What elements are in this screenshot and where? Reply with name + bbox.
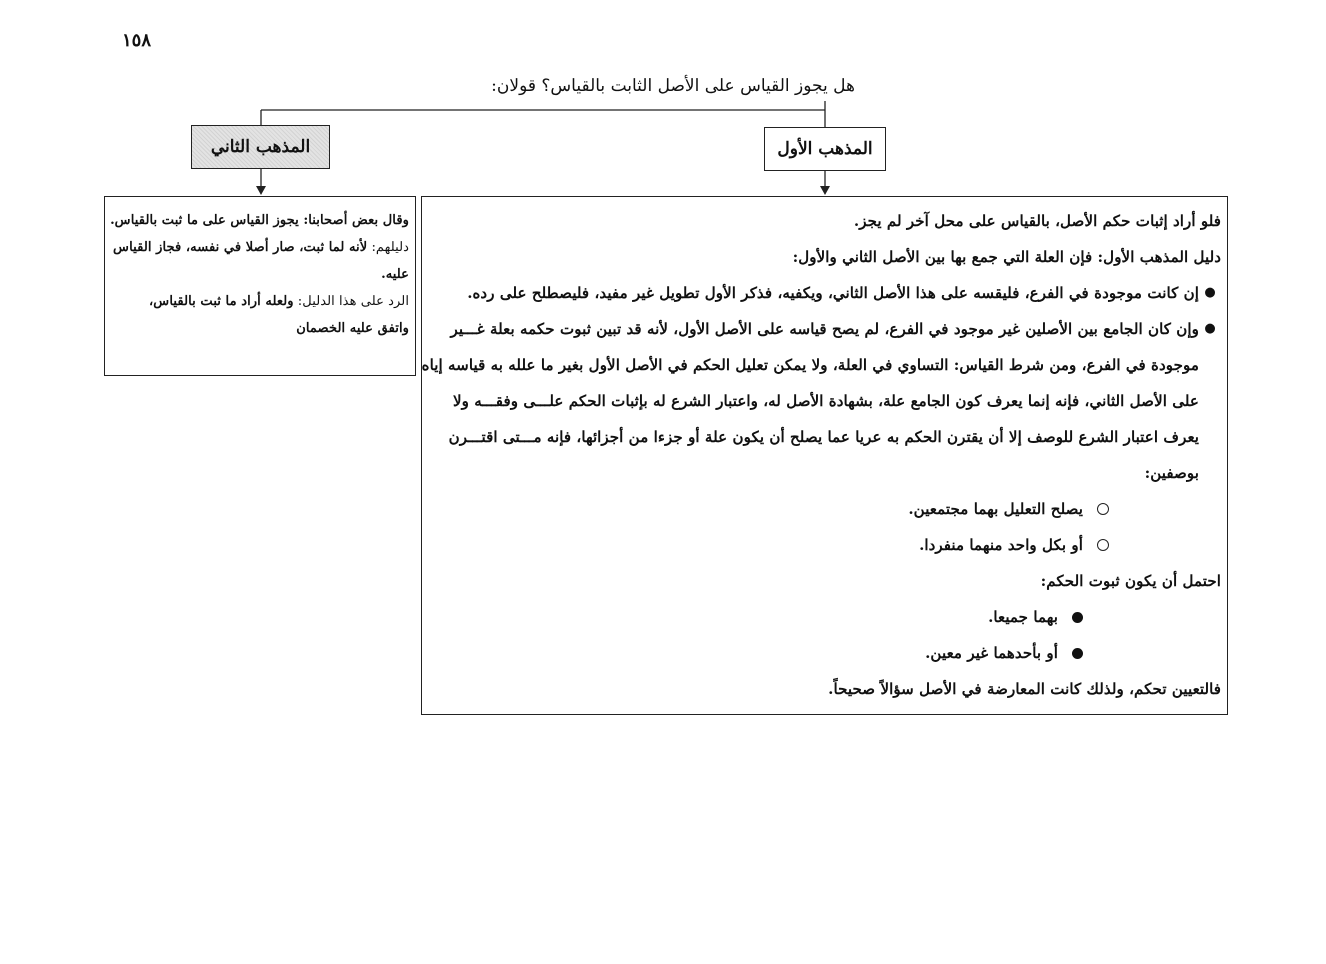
sub-option (430, 527, 1221, 563)
second-school-rebuttal-line: واتفق عليه الخصمان (296, 321, 409, 336)
second-school-rebuttal-line: ولعله أراد ما ثبت بالقياس، (149, 294, 294, 309)
arrow-first-head (820, 186, 830, 195)
sub-option (430, 491, 1221, 527)
diagram-question: هل يجوز القياس على الأصل الثابت بالقياس؟ قولان: (491, 76, 855, 96)
second-school-title: المذهب الثاني (210, 137, 311, 157)
second-school-rebuttal-label: الرد على هذا الدليل: (297, 294, 409, 309)
possibility-text: أو بأحدهما غير معين. (925, 644, 1058, 662)
second-school-evidence-label: دليلهم: (371, 240, 409, 255)
arrow-second-head (256, 186, 266, 195)
first-school-title: المذهب الأول (777, 139, 873, 159)
sub-option-text: أو بكل واحد منهما منفردا. (919, 536, 1083, 554)
second-school-panel (104, 196, 416, 376)
first-school-bullet (430, 275, 1221, 311)
hollow-circle-icon (1097, 539, 1109, 551)
second-school-evidence (113, 234, 409, 261)
bullet-dot-icon: ● (1204, 285, 1216, 300)
possibility-item (430, 635, 1221, 671)
bullet-line: على الأصل الثاني، فإنه إنما يعرف كون الجامع علة، بشهادة الأصل له، واعتبار الشرع له بإثبات الحكم علـــى وفقـــه ولا (452, 392, 1199, 410)
second-school-statement: وقال بعض أصحابنا: يجوز القياس على ما ثبت بالقياس. (110, 213, 409, 228)
second-school-evidence-line: لأنه لما ثبت، صار أصلا في نفسه، فجاز القياس (113, 240, 368, 255)
page-number: ١٥٨ (122, 30, 152, 51)
first-school-panel (421, 196, 1228, 715)
possibility-text: بهما جميعا. (988, 608, 1058, 626)
sub-option-text: يصلح التعليل بهما مجتمعين. (908, 500, 1083, 518)
second-school-rebuttal (113, 288, 409, 315)
bullet-line: وإن كان الجامع بين الأصلين غير موجود في الفرع، لم يصح قياسه على الأصل الأول، لأنه قد تبين ثبوت حكمه بعلة غـــير (450, 320, 1199, 338)
possibility-item (430, 599, 1221, 635)
hollow-circle-icon (1097, 503, 1109, 515)
first-school-opening: فلو أراد إثبات حكم الأصل، بالقياس على محل آخر لم يجز. (853, 212, 1221, 230)
bullet-line: موجودة في الفرع، ومن شرط القياس: التساوي في العلة، ولا يمكن تعليل الحكم في الأصل الأول بغير ما علله به قياسه إياه (421, 356, 1199, 374)
second-school-title-box (191, 125, 330, 169)
first-school-bullet-text (422, 311, 1199, 491)
bullet-dot-icon: ● (1204, 321, 1216, 336)
first-school-bullet-text: إن كانت موجودة في الفرع، فليقسه على هذا الأصل الثاني، ويكفيه، فذكر الأول تطويل غير مفيد، فليصطلح على رده. (467, 284, 1199, 302)
first-school-bullet (421, 311, 1221, 491)
first-school-title-box (764, 127, 886, 171)
solid-dot-icon (1072, 612, 1083, 623)
first-school-conclusion: فالتعيين تحكم، ولذلك كانت المعارضة في الأصل سؤالاً صحيحاً. (828, 680, 1221, 698)
solid-dot-icon (1072, 648, 1083, 659)
possibility-intro: احتمل أن يكون ثبوت الحكم: (1040, 572, 1221, 590)
second-school-evidence-line: عليه. (381, 267, 409, 282)
first-school-evidence-intro: دليل المذهب الأول: فإن العلة التي جمع بها بين الأصل الثاني والأول: (792, 248, 1221, 266)
bullet-line: يعرف اعتبار الشرع للوصف إلا أن يقترن الحكم به عريا عما يصلح أن يكون علة أو جزءا من أجزائها، فإنه مـــتى اقتـــرن (448, 428, 1199, 446)
bullet-line: بوصفين: (1144, 464, 1199, 482)
